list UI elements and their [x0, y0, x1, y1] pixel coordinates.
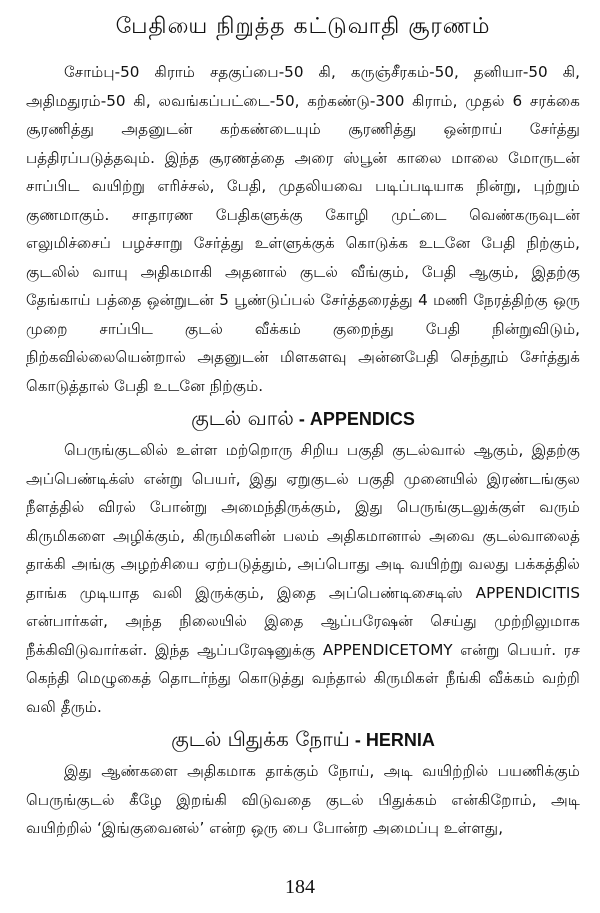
heading-hernia — [26, 721, 580, 757]
paragraph-hernia: இது ஆண்களை அதிகமாக தாக்கும் நோய், அடி வயிற்றில் பயணிக்கும் பெருங்குடல் கீழே இறங்கி விடுவதை குடல் பிதுக்கம் என்கிறோம், அடி வயிற்றில் ‘இங்குவைனல்’ என்ற ஒரு பை போன்ற அமைப்பு உள்ளது, — [26, 762, 580, 837]
heading-appendix — [26, 400, 580, 436]
heading-appendix-english: - APPENDICS — [293, 409, 415, 429]
heading-hernia-tamil: குடல் பிதுக்க நோய் — [171, 727, 350, 751]
paragraph-choornam-recipe: சோம்பு-50 கிராம் சதகுப்பை-50 கி, கருஞ்சீரகம்-50, தனியா-50 கி, அதிமதுரம்-50 கி, லவங்கப்பட்டை-50, கற்கண்டு-300 கிராம், முதல் 6 சரக்கை சூரணித்து அதனுடன் கற்கண்டையும் சூரணித்து ஒன்றாய் சேர்த்து பத்திரப்படுத்தவும். இந்த சூரணத்தை அரை ஸ்பூன் காலை மாலை மோருடன் சாப்பிட வயிற்று எரிச்சல், பேதி, முதலியவை படிப்படியாக நின்று, புற்றும் குணமாகும். சாதாரண பேதிகளுக்கு கோழி முட்டை வெண்கருவுடன் எலுமிச்சைப் பழச்சாறு சேர்த்து உள்ளுக்குக் கொடுக்க உடனே பேதி நிற்கும், குடலில் வாயு அதிகமாகி அதனால் குடல் வீங்கும், பேதி ஆகும், இதற்கு தேங்காய் பத்தை ஒன்றுடன் 5 பூண்டுப்பல் சேர்த்தரைத்து 4 மணி நேரத்திற்கு ஒரு முறை சாப்பிட குடல் வீக்கம் குறைந்து பேதி நின்றுவிடும், நிற்கவில்லையென்றால் அதனுடன் மிளகளவு அன்னபேதி செந்தூம் சேர்த்துக் கொடுத்தால் பேதி உடனே நிற்கும். — [26, 63, 580, 395]
heading-hernia-english: - HERNIA — [349, 730, 435, 750]
page-number: 184 — [285, 876, 315, 898]
heading-appendix-tamil: குடல் வால் — [191, 406, 294, 430]
paragraph-appendix: பெருங்குடலில் உள்ள மற்றொரு சிறிய பகுதி குடல்வால் ஆகும், இதற்கு அப்பெண்டிக்ஸ் என்று பெயர், இது ஏறுகுடல் பகுதி முனையில் இரண்டங்குல நீளத்தில் விரல் போன்று அமைந்திருக்கும், இது பெருங்குடலுக்குள் வரும் கிருமிகளை அழிக்கும், கிருமிகளின் பலம் அதிகமானால் அவை குடல்வாலைத் தாக்கி அங்கு அழற்சியை ஏற்படுத்தும், அப்பொது அடி வயிற்று வலது பக்கத்தில் தாங்க முடியாத வலி இருக்கும், இதை அப்பெண்டிசைடிஸ் APPENDICITIS என்பார்கள், அந்த நிலையில் இதை ஆப்பரேஷன் செய்து முற்றிலுமாக நீக்கிவிடுவார்கள். இந்த ஆப்பரேஷனுக்கு APPENDICETOMY என்று பெயர். ரச கெந்தி மெழுகைத் தொடர்ந்து கொடுத்து வந்தால் கிருமிகள் நீங்கி வீக்கம் வற்றி வலி தீரும். — [26, 441, 580, 716]
page-title: பேதியை நிறுத்த கட்டுவாதி சூரணம் — [115, 14, 491, 39]
